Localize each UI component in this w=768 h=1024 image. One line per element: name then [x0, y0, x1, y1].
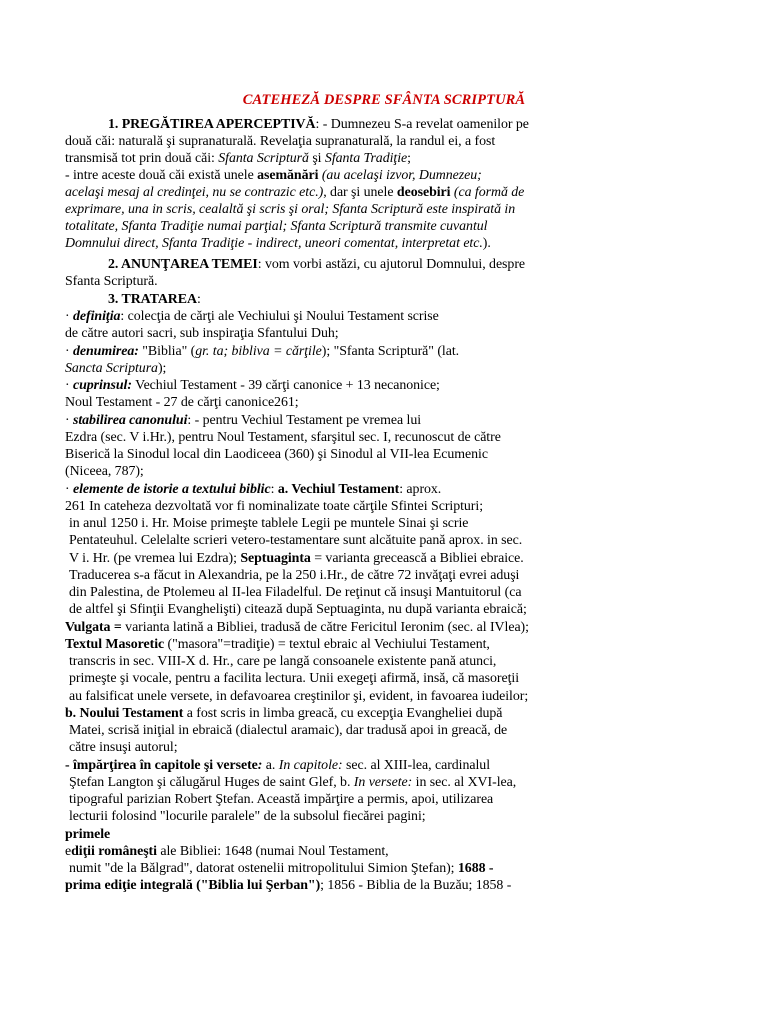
- text-run: a fost scris in limba greacă, cu excepţia Evangheliei după: [183, 706, 503, 721]
- text-run: Ştefan Langton şi călugărul Huges de saint Glef, b.: [69, 775, 354, 790]
- text-run: b. Noului Testament: [65, 706, 184, 721]
- text-line: [69, 550, 524, 567]
- text-line: [65, 757, 490, 774]
- text-run: au falsificat unele versete, in defavoarea creştinilor şi, evident, in favoarea iudeilor;: [69, 689, 529, 704]
- text-run: ("masora"=tradiţie) = textul ebraic al Vechiului Testament,: [164, 637, 490, 652]
- text-run: ·: [65, 378, 73, 393]
- text-run: : - Dumnezeu S-a revelat oamenilor pe: [315, 117, 529, 132]
- text-run: );: [157, 361, 167, 376]
- text-run: de către autori sacri, sub inspiraţia Sfantului Duh;: [65, 326, 339, 341]
- text-run: ·: [65, 309, 73, 324]
- text-run: a. Vechiul Testament: [277, 482, 400, 497]
- text-run: exprimare, una in scris, cealaltă şi scris şi oral; Sfanta Scriptură este inspirată in: [65, 202, 516, 217]
- text-run: - împărţirea în capitole şi versete: [65, 758, 258, 773]
- text-line: [65, 481, 441, 498]
- text-run: a.: [262, 758, 279, 773]
- text-run: e: [65, 844, 72, 859]
- text-line: [69, 808, 426, 825]
- text-run: denumirea:: [73, 344, 139, 359]
- text-run: transcris in sec. VIII-X d. Hr., care pe langă consoanele existente pană atunci,: [69, 654, 497, 669]
- text-line: [65, 325, 339, 342]
- text-run: deosebiri: [396, 185, 451, 200]
- text-run: : vom vorbi astăzi, cu ajutorul Domnului, despre: [257, 257, 526, 272]
- text-run: două căi: naturală şi supranaturală. Revelaţia supranaturală, la randul ei, a fost: [65, 134, 496, 149]
- text-run: ·: [65, 482, 73, 497]
- text-run: - intre aceste două căi există unele: [65, 168, 258, 183]
- text-line: [69, 532, 522, 549]
- text-run: gr. ta; bibliva = cărţile: [195, 344, 322, 359]
- text-line: [69, 601, 527, 618]
- text-line: [108, 291, 201, 308]
- text-run: totalitate, Sfanta Tradiţie numai parţial; Sfanta Scriptură transmite cuvantul: [65, 219, 488, 234]
- text-run: sec. al XIII-lea, cardinalul: [342, 758, 491, 773]
- text-run: Textul Masoretic: [65, 637, 165, 652]
- text-run: In capitole:: [278, 758, 343, 773]
- text-run: Domnului direct, Sfanta Tradiţie - indirect, uneori comentat, interpretat etc.: [65, 236, 483, 251]
- text-run: V i. Hr. (pe vremea lui Ezdra);: [69, 551, 241, 566]
- text-run: Traducerea s-a făcut in Alexandria, pe la 250 i.Hr., de către 72 invăţaţi evrei aduşi: [69, 568, 520, 583]
- text-line: [69, 670, 519, 687]
- text-line: [65, 377, 440, 394]
- text-run: Sfanta Tradiţie: [324, 151, 408, 166]
- text-line: [65, 705, 502, 722]
- text-run: ·: [65, 344, 73, 359]
- text-line: [65, 184, 524, 201]
- text-run: In versete:: [353, 775, 413, 790]
- text-line: [69, 515, 468, 532]
- text-run: :: [270, 482, 278, 497]
- document-title: CATEHEZĂ DESPRE SFÂNTA SCRIPTURĂ: [242, 92, 526, 108]
- text-run: (au acelaşi izvor, Dumnezeu;: [318, 168, 482, 183]
- text-line: [65, 308, 439, 325]
- text-run: diţii româneşti: [71, 844, 157, 859]
- text-run: (Niceea, 787);: [65, 464, 144, 479]
- text-line: [65, 429, 501, 446]
- text-run: 1. PREGĂTIREA APERCEPTIVĂ: [108, 117, 316, 132]
- text-run: Ezdra (sec. V i.Hr.), pentru Noul Testament, sfarşitul sec. I, recunoscut de către: [65, 430, 501, 445]
- text-line: [65, 133, 495, 150]
- text-line: [65, 826, 110, 843]
- text-run: varianta latină a Bibliei, tradusă de către Fericitul Ieronim (sec. al IVlea);: [121, 620, 529, 635]
- text-run: cuprinsul:: [73, 378, 132, 393]
- text-run: :: [196, 292, 201, 307]
- text-line: [69, 774, 516, 791]
- text-run: 261 In cateheza dezvoltată vor fi nominalizate toate cărţile Sfintei Scripturi;: [65, 499, 483, 514]
- text-line: [69, 739, 178, 756]
- text-run: Vechiul Testament - 39 cărţi canonice + 13 necanonice;: [131, 378, 440, 393]
- text-line: [65, 343, 459, 360]
- text-line: [65, 412, 421, 429]
- text-run: primele: [65, 827, 111, 842]
- text-line: [65, 498, 483, 515]
- text-run: "Biblia" (: [138, 344, 196, 359]
- text-line: [65, 877, 511, 894]
- text-run: Sfanta Scriptură: [218, 151, 309, 166]
- text-run: in sec. al XVI-lea,: [412, 775, 517, 790]
- text-run: primeşte şi vocale, pentru a facilita lectura. Unii exegeţi afirmă, insă, că masoreţii: [69, 671, 520, 686]
- text-run: ;: [407, 151, 411, 166]
- text-line: [69, 653, 496, 670]
- text-run: de altfel şi Sfinţii Evanghelişti) citează după Septuaginta, nu după varianta ebraică;: [69, 602, 527, 617]
- text-run: definiţia: [73, 309, 121, 324]
- text-run: ); "Sfanta Scriptură" (lat.: [321, 344, 460, 359]
- text-run: prima ediţie integrală ("Biblia lui Şerban"): [65, 878, 321, 893]
- text-run: : colecţia de cărţi ale Vechiului şi Noului Testament scrise: [120, 309, 439, 324]
- text-run: ·: [65, 413, 73, 428]
- text-run: :: [257, 758, 263, 773]
- text-line: [65, 218, 487, 235]
- text-line: [69, 584, 521, 601]
- text-run: Noul Testament - 27 de cărţi canonice261;: [65, 395, 299, 410]
- text-line: [65, 273, 158, 290]
- text-line: [65, 360, 166, 377]
- text-run: = varianta grecească a Bibliei ebraice.: [310, 551, 524, 566]
- text-run: lecturii folosind "locurile paralele" de la subsolul fiecărei pagini;: [69, 809, 426, 824]
- text-line: [69, 860, 494, 877]
- text-line: [65, 619, 529, 636]
- text-line: [65, 843, 389, 860]
- text-run: Vulgata =: [65, 620, 122, 635]
- text-line: [108, 256, 525, 273]
- text-run: Matei, scrisă iniţial in ebraică (dialectul aramaic), dar tradusă apoi in greacă, de: [69, 723, 508, 738]
- text-run: asemănări: [257, 168, 319, 183]
- text-run: Sfanta Scriptură.: [65, 274, 158, 289]
- text-line: [65, 446, 488, 463]
- text-line: [65, 394, 299, 411]
- text-line: [65, 201, 515, 218]
- text-run: către insuşi autorul;: [69, 740, 178, 755]
- text-run: din Palestina, de Ptolemeu al II-lea Filadelful. De reţinut că insuşi Mantuitorul (ca: [69, 585, 522, 600]
- text-line: [108, 116, 529, 133]
- text-run: Septuaginta: [240, 551, 311, 566]
- text-line: [65, 636, 490, 653]
- text-line: [69, 688, 528, 705]
- text-run: Biserică la Sinodul local din Laodiceea (360) şi Sinodul al VII-lea Ecumenic: [65, 447, 488, 462]
- text-line: [65, 463, 144, 480]
- text-run: stabilirea canonului: [73, 413, 188, 428]
- text-run: Sancta Scriptura: [65, 361, 158, 376]
- text-line: [69, 722, 507, 739]
- text-run: ).: [482, 236, 491, 251]
- text-run: acelaşi mesaj al credinţei, nu se contrazic etc.): [65, 185, 324, 200]
- text-run: 2. ANUNŢAREA TEMEI: [108, 257, 258, 272]
- text-run: , dar şi unele: [323, 185, 397, 200]
- text-run: : aprox.: [399, 482, 442, 497]
- text-run: tipograful parizian Robert Ştefan. Această impărţire a permis, apoi, utilizarea: [69, 792, 494, 807]
- text-run: : - pentru Vechiul Testament pe vremea lui: [187, 413, 422, 428]
- text-line: [65, 235, 491, 252]
- text-line: [69, 567, 519, 584]
- text-run: şi: [308, 151, 325, 166]
- text-run: (ca formă de: [450, 185, 525, 200]
- text-line: [69, 791, 493, 808]
- text-run: transmisă tot prin două căi:: [65, 151, 219, 166]
- text-run: ; 1856 - Biblia de la Buzău; 1858 -: [320, 878, 512, 893]
- text-run: 1688 -: [457, 861, 494, 876]
- text-run: 3. TRATAREA: [108, 292, 197, 307]
- text-run: ale Bibliei: 1648 (numai Noul Testament,: [156, 844, 389, 859]
- text-run: in anul 1250 i. Hr. Moise primeşte tablele Legii pe muntele Sinai şi scrie: [69, 516, 469, 531]
- text-line: [65, 167, 482, 184]
- text-run: Pentateuhul. Celelalte scrieri vetero-testamentare sunt alcătuite pană aprox. in sec.: [69, 533, 523, 548]
- text-run: numit "de la Bălgrad", datorat ostenelii mitropolitului Simion Ştefan);: [69, 861, 458, 876]
- text-run: elemente de istorie a textului biblic: [73, 482, 271, 497]
- text-line: [65, 150, 411, 167]
